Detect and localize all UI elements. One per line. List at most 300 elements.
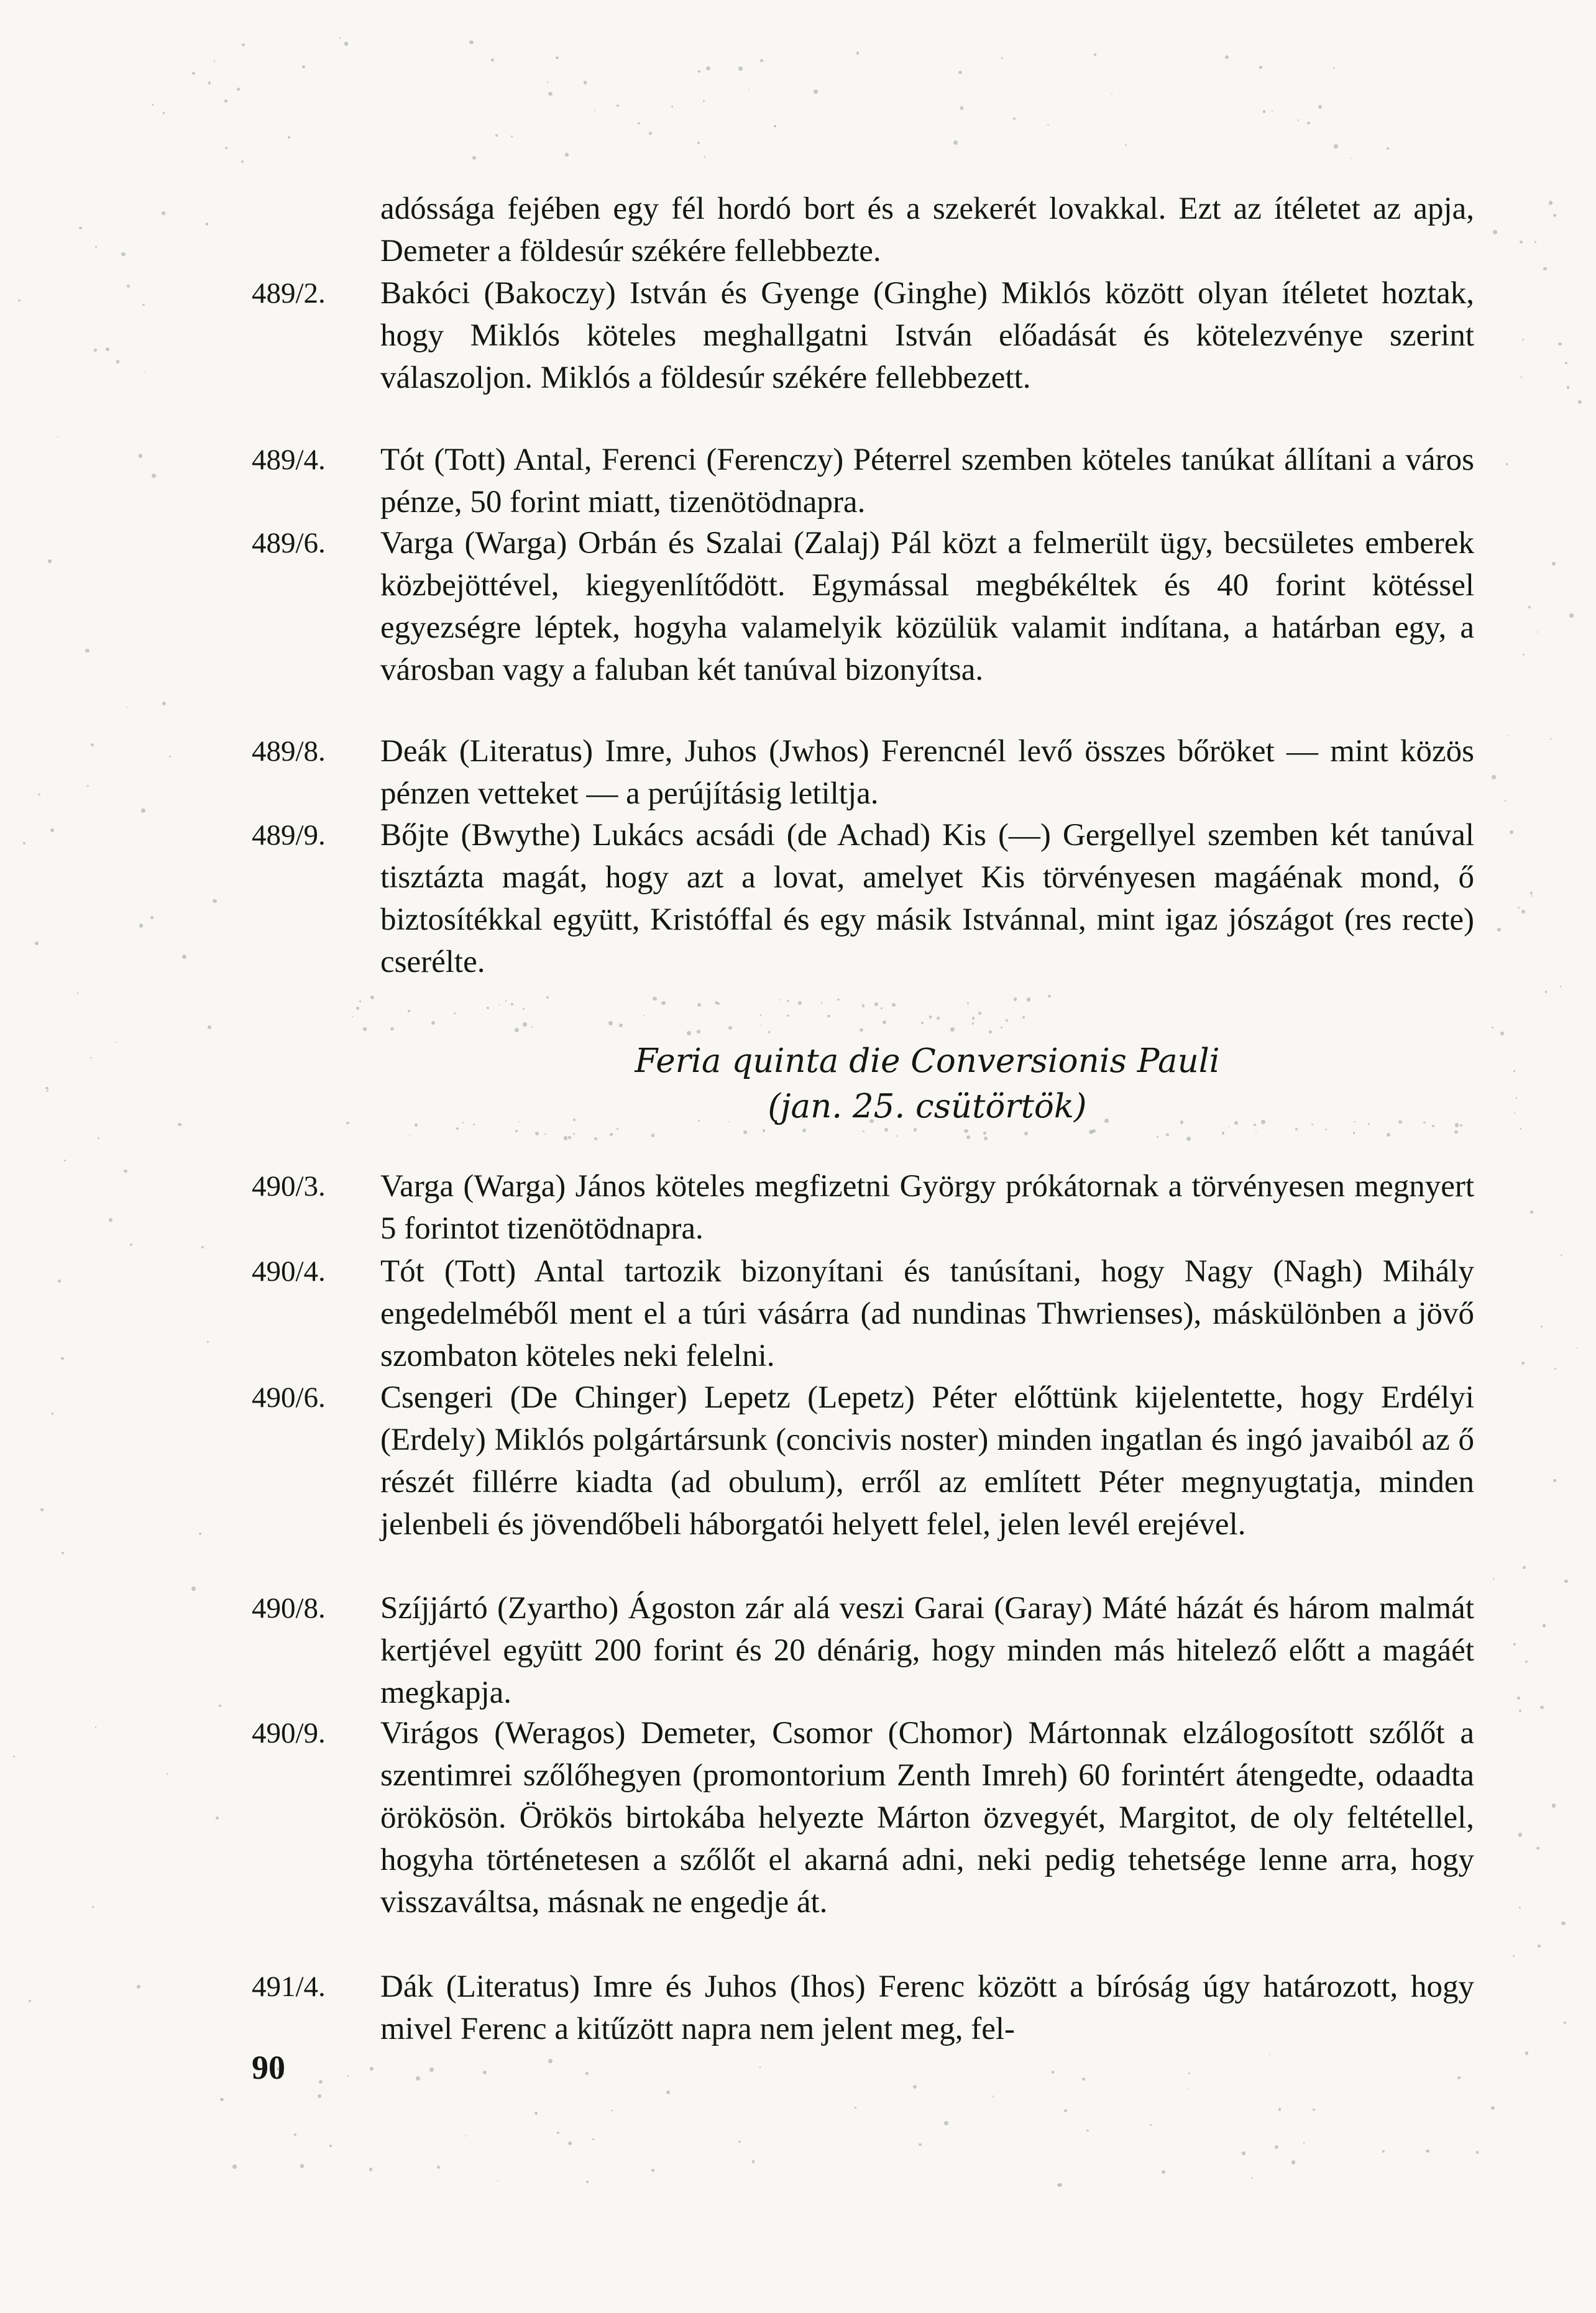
noise-speck [855,2107,856,2109]
noise-speck [1513,1643,1516,1646]
noise-speck [162,702,166,705]
noise-speck [1166,1134,1168,1136]
noise-speck [390,1027,393,1030]
noise-speck [821,1002,822,1003]
entry-text: Tót (Tott) Antal, Ferenci (Ferenczy) Péterrel szemben köteles tanúkat állítani a város pénze, 50 forint miatt, tizenötödnapra. [380,442,1474,520]
noise-speck [94,349,97,352]
noise-speck [465,2135,466,2137]
entry-text: Deák (Literatus) Imre, Juhos (Jwhos) Ferencnél levő összes bőröket — mint közös pénzen vetteket — a perújításig letiltja. [380,734,1474,811]
noise-speck [1520,377,1522,378]
noise-speck [214,60,215,62]
noise-speck [1242,2151,1245,2155]
noise-speck [1006,1019,1008,1022]
noise-speck [208,1025,211,1029]
noise-speck [1540,1706,1544,1710]
noise-speck [1553,214,1556,217]
noise-speck [150,916,154,919]
noise-speck [1519,1907,1521,1908]
noise-speck [90,1057,91,1058]
noise-speck [760,1014,762,1016]
noise-speck [1534,241,1536,242]
noise-speck [23,842,25,844]
noise-speck [738,2141,741,2143]
noise-speck [347,2075,349,2077]
noise-speck [1491,2106,1495,2110]
noise-speck [318,2094,321,2098]
entry-text: Virágos (Weragos) Demeter, Csomor (Chomor) Mártonnak elzálogosított szőlőt a szentimrei szőlőhegyen (promontorium Zenth Imreh) 60 forintért átengedte, odaadta örökösön. Örökös birtokába helyezte Márton özvegyét, Margitot, de oly feltétellel, hogyha történetesen a szőlőt el akarná adni, neki pedig tehetsége lenne arra, hogy visszaváltsa, másnak ne engedje át. [380,1716,1474,1920]
noise-speck [892,1003,896,1007]
noise-speck [535,1132,539,1135]
noise-speck [1564,2022,1566,2024]
noise-speck [62,1552,64,1554]
noise-speck [661,1001,666,1005]
noise-speck [752,2160,755,2163]
entry-number: 490/6. [252,1381,326,1414]
noise-speck [152,474,156,478]
noise-speck [1047,124,1049,126]
entry-text: Varga (Warga) Orbán és Szalai (Zalaj) Pál közt a felmerült ügy, becsületes emberek közbejöttével, kiegyenlítődött. Egymással megbékéltek és 40 forint kötéssel egyezségre léptek, hogyha valamelyik közülük valamit indítana, a határban egy, a városban vagy a faluban két tanúval bizonyítsa. [380,526,1474,687]
noise-speck [814,89,818,94]
noise-speck [1493,230,1497,234]
noise-speck [697,1003,701,1007]
noise-speck [989,1030,992,1033]
noise-speck [1457,2076,1461,2079]
noise-speck [91,743,94,746]
noise-speck [950,1027,955,1032]
noise-speck [1528,606,1531,608]
noise-speck [1492,1027,1493,1028]
noise-speck [95,246,97,248]
noise-speck [61,1357,63,1360]
noise-speck [958,71,962,75]
noise-speck [1538,1944,1541,1948]
noise-speck [1549,201,1552,204]
noise-speck [787,1015,789,1017]
noise-speck [437,2166,440,2169]
noise-speck [1387,1133,1390,1137]
noise-speck [1111,93,1112,94]
noise-speck [1552,1803,1556,1808]
noise-speck [109,1218,112,1222]
noise-speck [704,156,706,158]
noise-speck [1387,147,1389,150]
noise-speck [1565,362,1567,364]
noise-speck [1225,55,1229,59]
noise-speck [706,66,710,71]
noise-speck [1519,1710,1521,1712]
noise-speck [1024,1132,1028,1135]
noise-speck [1001,57,1003,59]
noise-speck [201,1246,204,1248]
noise-speck [546,996,549,999]
noise-speck [1298,119,1300,121]
noise-speck [169,756,171,758]
noise-speck [144,372,145,373]
entry-text: Csengeri (De Chinger) Lepetz (Lepetz) Péter előttünk kijelentette, hogy Erdélyi (Erdely) Miklós polgártársunk (concivis noster) minden ingatlan és ingó javaiból az ő részét fillérre kiadta (ad obulum), erről az említett Péter megnyugtatja, minden jelenbeli és jövendőbeli háborgatói helyett felel, jelen levél erejével. [380,1380,1474,1542]
noise-speck [511,135,513,137]
noise-speck [356,1007,359,1010]
noise-speck [213,899,216,903]
noise-speck [121,252,126,257]
noise-speck [1001,1027,1002,1028]
noise-speck [703,100,705,102]
noise-speck [1188,2073,1190,2074]
noise-speck [1476,2151,1479,2153]
noise-speck [116,360,119,363]
noise-speck [653,997,656,1001]
noise-speck [1558,342,1562,346]
noise-speck [548,2059,553,2063]
noise-speck [220,2098,224,2102]
noise-speck [534,2112,538,2115]
noise-speck [1222,1132,1225,1135]
noise-speck [40,1508,44,1511]
noise-speck [860,1028,863,1032]
noise-speck [511,1003,513,1005]
noise-speck [294,2133,297,2137]
noise-speck [759,2066,761,2068]
noise-speck [913,2085,917,2089]
noise-speck [52,1413,54,1415]
noise-speck [717,1002,720,1005]
noise-speck [1510,830,1513,834]
noise-speck [85,649,89,653]
noise-speck [191,1587,196,1591]
noise-speck [993,2095,994,2097]
noise-speck [50,828,54,832]
noise-speck [207,1341,209,1343]
noise-speck [79,227,82,230]
noise-speck [242,44,244,46]
noise-speck [760,59,763,62]
noise-speck [1561,1255,1562,1257]
noise-speck [13,1756,15,1757]
entry-text: Varga (Warga) János köteles megfizetni György prókátornak a törvényesen megnyert 5 forintot tizenötödnapra. [380,1169,1474,1246]
entry-number: 489/9. [252,819,326,851]
noise-speck [1150,2124,1152,2126]
noise-speck [241,160,244,163]
noise-speck [29,2000,31,2002]
noise-speck [983,1132,987,1135]
noise-speck [523,1008,525,1010]
noise-speck [178,1123,181,1127]
noise-speck [1291,2160,1295,2164]
noise-speck [568,2141,572,2145]
noise-speck [565,153,569,157]
noise-speck [1353,1132,1355,1134]
noise-speck [1187,2089,1188,2090]
noise-speck [1522,339,1523,340]
noise-speck [206,222,209,226]
noise-speck [1545,991,1547,992]
noise-speck [594,110,595,111]
noise-speck [978,1012,981,1015]
noise-speck [369,2168,372,2171]
noise-speck [130,1244,132,1246]
noise-speck [1082,2077,1085,2081]
entry-number: 489/2. [252,277,326,309]
noise-speck [302,65,305,68]
noise-speck [127,285,130,288]
noise-speck [152,104,153,105]
noise-speck [1014,997,1017,1001]
noise-speck [199,1532,201,1535]
entry-number: 489/8. [252,735,326,767]
noise-speck [619,1024,623,1027]
noise-speck [126,707,127,708]
noise-speck [1318,105,1322,109]
noise-speck [544,1134,546,1135]
noise-speck [167,1773,168,1775]
noise-speck [429,2068,434,2072]
noise-speck [505,1000,507,1001]
noise-speck [329,2145,332,2147]
noise-speck [1554,1368,1556,1370]
noise-speck [1259,66,1262,69]
noise-speck [1350,158,1351,159]
noise-speck [431,1021,436,1025]
noise-speck [728,1026,733,1030]
noise-speck [1561,1921,1566,1926]
noise-speck [585,2072,589,2075]
noise-speck [964,1129,968,1134]
noise-speck [1454,1130,1458,1134]
noise-speck [611,2110,613,2112]
noise-speck [1520,1128,1522,1130]
noise-speck [1508,735,1509,736]
noise-speck [1252,2177,1253,2178]
entry-number: 490/8. [252,1592,326,1624]
noise-speck [370,2067,374,2071]
noise-speck [142,304,145,306]
noise-speck [1275,2145,1278,2149]
noise-speck [359,1001,361,1002]
noise-speck [95,1726,97,1728]
noise-speck [469,40,473,44]
noise-speck [896,1135,897,1137]
noise-speck [547,81,548,83]
noise-speck [557,2132,559,2134]
noise-speck [1162,2170,1165,2174]
noise-speck [651,1134,654,1137]
entry-text: Szíjjártó (Zyartho) Ágoston zár alá veszi Garai (Garay) Máté házát és három malmát kertjével együtt 200 forint és 20 dénárig, hogy minden más hitelező előtt a magáét megkapja. [380,1591,1474,1710]
noise-speck [344,42,348,45]
noise-speck [1500,1032,1504,1035]
noise-speck [224,99,227,103]
noise-speck [45,1087,48,1089]
noise-speck [1426,2150,1429,2153]
noise-speck [1493,1578,1495,1580]
noise-speck [1092,1129,1096,1133]
section-heading-line1: Feria quinta die Conversionis Pauli [635,1042,1220,1080]
entry-text: Bőjte (Bwythe) Lukács acsádi (de Achad) Kis (—) Gergellyel szemben két tanúval tisztázta magát, hogy azt a lovat, amelyet Kis törvényesen magáénak mond, ő biztosítékkal együtt, Kristóffal és egy másik Istvánnal, mint igaz jószágot (res recte) cserélte. [380,818,1474,979]
noise-speck [137,1985,140,1989]
noise-speck [1513,1070,1515,1072]
continuation-text: adóssága fejében egy fél hordó bort és a szekerét lovakkal. Ezt az ítéletet az apja, Demeter a földesúr székére fellebbezte. [380,191,1474,268]
noise-speck [1525,1660,1528,1663]
noise-speck [779,999,781,1001]
noise-speck [216,1816,219,1820]
noise-speck [339,37,341,39]
noise-speck [1521,1362,1525,1365]
noise-speck [38,794,40,795]
noise-speck [1278,2108,1282,2111]
noise-speck [58,1280,61,1283]
noise-speck [761,1025,762,1026]
noise-speck [594,1137,597,1140]
noise-speck [1518,1833,1523,1837]
noise-speck [208,81,211,84]
noise-speck [370,996,374,999]
noise-speck [1543,267,1546,270]
entry-text: Tót (Tott) Antal tartozik bizonyítani és tanúsítani, hogy Nagy (Nagh) Mihály engedelméből ment el a túri vásárra (ad nundinas Thwrienses), máskülönben a jövő szombaton köteles neki felelni. [380,1254,1474,1373]
noise-speck [1272,111,1273,112]
noise-speck [1569,613,1574,618]
noise-speck [617,104,619,107]
noise-speck [556,57,559,60]
noise-speck [409,1134,411,1136]
noise-speck [1048,995,1051,998]
noise-speck [1505,800,1507,802]
noise-speck [1525,2051,1529,2055]
noise-speck [1537,631,1538,633]
noise-speck [651,2169,654,2172]
noise-speck [1022,1016,1025,1019]
noise-speck [352,1016,353,1017]
noise-speck [531,1027,533,1028]
noise-speck [116,1042,117,1043]
noise-speck [1013,117,1016,120]
noise-speck [1186,1137,1191,1141]
page-number: 90 [252,2049,285,2086]
section-heading-line2: (jan. 25. csütörtök) [768,1088,1087,1125]
noise-speck [1255,1132,1257,1134]
noise-speck [573,1133,575,1135]
noise-speck [837,999,839,1001]
noise-speck [182,955,186,959]
noise-speck [1550,738,1552,740]
noise-speck [1523,654,1525,656]
noise-speck [874,1002,878,1006]
noise-speck [1514,1112,1515,1114]
entry-text: Dák (Literatus) Imre és Juhos (Ihos) Ferenc között a bíróság úgy határozott, hogy mivel Ferenc a kitűzött napra nem jelent meg, fel- [380,1969,1474,2046]
noise-speck [472,156,476,160]
noise-speck [498,1004,500,1005]
noise-speck [300,2164,305,2168]
noise-speck [454,1012,456,1014]
noise-speck [1518,907,1520,909]
noise-speck [763,1129,765,1132]
noise-speck [1125,144,1127,146]
noise-speck [1513,1955,1515,1957]
noise-speck [671,106,673,108]
noise-speck [1553,1479,1556,1482]
noise-speck [1523,1566,1526,1569]
noise-speck [515,1130,518,1132]
noise-speck [944,2121,948,2125]
noise-speck [483,2071,487,2074]
noise-speck [937,1017,940,1020]
noise-speck [1313,2109,1315,2111]
noise-speck [225,147,227,149]
entry-number: 491/4. [252,1971,326,2003]
noise-speck [768,1031,770,1033]
noise-speck [1543,1624,1546,1628]
noise-speck [232,2164,237,2169]
noise-speck [1530,1211,1533,1213]
noise-speck [1027,997,1031,1002]
noise-speck [586,2181,589,2183]
noise-speck [798,1001,802,1005]
noise-speck [1307,122,1309,124]
noise-speck [649,132,652,135]
noise-speck [1564,1580,1568,1583]
noise-speck [35,941,39,946]
noise-speck [967,1002,969,1004]
noise-speck [47,1090,48,1091]
noise-speck [64,1160,66,1162]
noise-speck [319,2080,323,2084]
noise-speck [1263,110,1265,112]
noise-speck [141,808,145,813]
noise-speck [92,1906,94,1908]
noise-speck [863,1130,864,1132]
noise-speck [697,1030,700,1033]
noise-speck [495,134,498,137]
noise-speck [98,1137,99,1139]
noise-speck [929,1015,932,1018]
entry-number: 489/6. [252,527,326,559]
noise-speck [139,454,143,458]
entry-number: 490/9. [252,1717,326,1749]
noise-speck [1516,1097,1518,1099]
noise-speck [972,1022,975,1025]
noise-speck [408,1010,410,1012]
noise-speck [1303,2142,1305,2144]
noise-speck [748,89,750,91]
noise-speck [1521,910,1525,914]
noise-speck [548,92,553,96]
noise-speck [1517,1697,1520,1700]
noise-speck [919,2143,921,2146]
noise-speck [1086,2130,1089,2132]
entry-number: 490/3. [252,1170,326,1202]
noise-speck [1333,67,1334,68]
noise-speck [163,112,165,114]
noise-speck [346,1122,349,1124]
noise-speck [827,1015,830,1018]
noise-speck [491,58,494,62]
noise-speck [953,140,958,145]
noise-speck [1064,2109,1067,2112]
noise-speck [124,1170,127,1173]
noise-speck [568,1136,571,1139]
noise-speck [1578,400,1582,404]
noise-speck [219,1705,221,1707]
noise-speck [856,52,859,54]
noise-speck [1530,892,1533,894]
noise-speck [643,1015,644,1016]
noise-speck [288,136,290,139]
noise-speck [638,122,640,124]
entry-number: 489/4. [252,444,326,476]
noise-speck [1541,1326,1543,1327]
noise-speck [1552,562,1556,566]
noise-speck [787,1000,789,1002]
noise-speck [666,2091,670,2094]
noise-speck [1506,463,1508,465]
noise-speck [1560,986,1561,987]
